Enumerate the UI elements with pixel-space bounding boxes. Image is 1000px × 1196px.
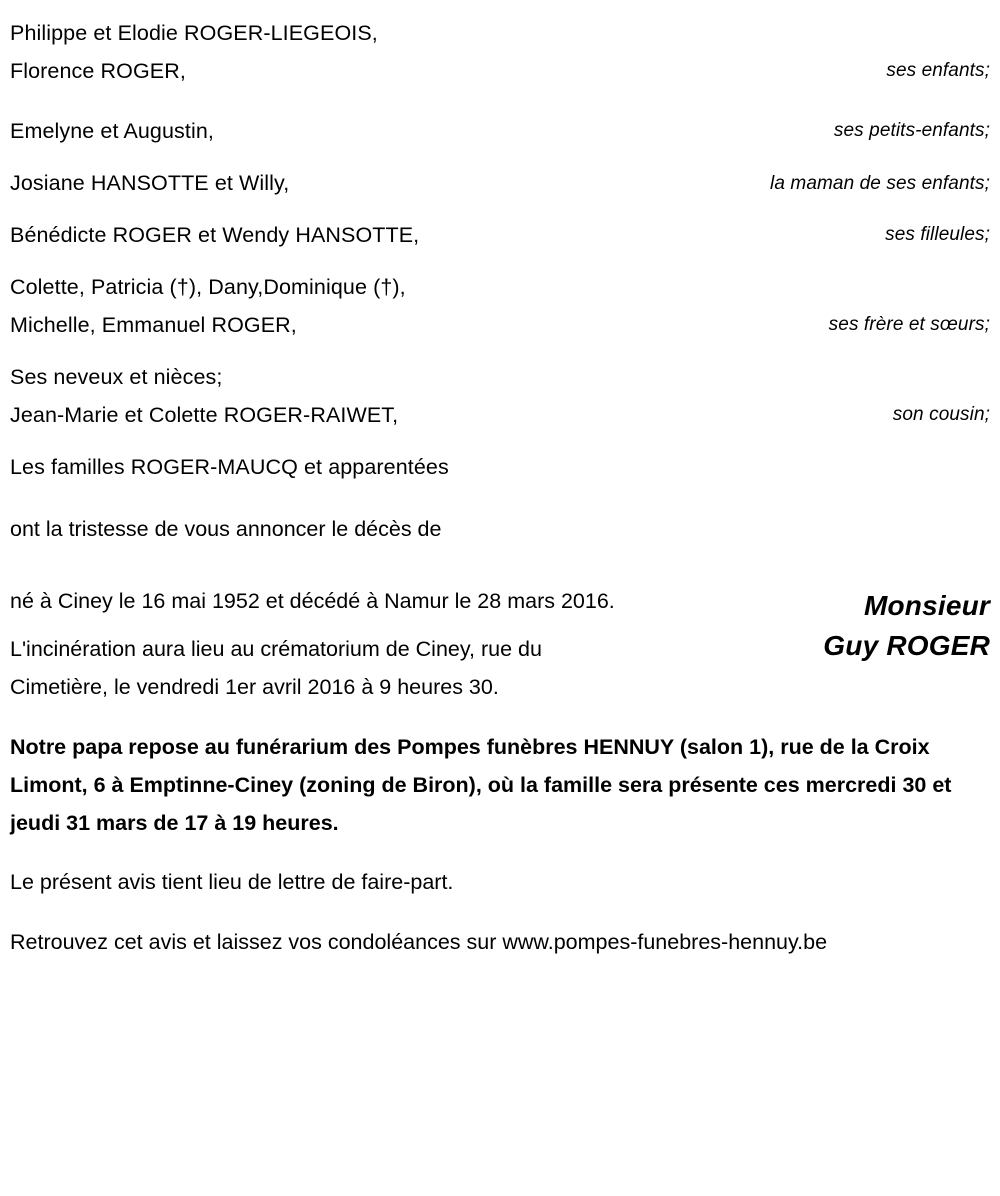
relation-names xyxy=(10,112,214,150)
spacer xyxy=(10,150,990,164)
spacer xyxy=(10,254,990,268)
practical-information-section xyxy=(10,728,985,961)
deceased-title: Monsieur xyxy=(863,590,990,621)
announcement-line: ont la tristesse de vous annoncer le décès de xyxy=(10,517,442,541)
relation-group xyxy=(10,216,990,254)
relation-role-label: la maman de ses enfants; xyxy=(770,173,990,194)
deceased-biography xyxy=(10,582,630,706)
legal-notice: Le présent avis tient lieu de lettre de faire-part. xyxy=(10,870,454,894)
deceased-section xyxy=(10,582,990,706)
relation-name-line: Les familles ROGER-MAUCQ et apparentées xyxy=(10,455,449,479)
relation-name-line: Emelyne et Augustin, xyxy=(10,119,214,143)
family-relations-section xyxy=(10,14,990,486)
condolences-notice: Retrouvez cet avis et laissez vos condoléances sur www.pompes-funebres-hennuy.be xyxy=(10,929,828,954)
relation-role-label: ses enfants; xyxy=(886,60,990,81)
relation-role-label: son cousin; xyxy=(892,404,990,425)
relation-group xyxy=(10,358,990,434)
relation-group xyxy=(10,448,990,486)
relation-name-line: Josiane HANSOTTE et Willy, xyxy=(10,171,290,195)
deceased-name-block xyxy=(690,582,990,666)
relation-group xyxy=(10,112,990,150)
relation-names xyxy=(10,268,406,344)
relation-group xyxy=(10,164,990,202)
cremation-details: L'incinération aura lieu au crématorium de Ciney, rue du Cimetière, le vendredi 1er avril 2016 à 9 heures 30. xyxy=(10,637,542,699)
relation-names xyxy=(10,216,419,254)
birth-death-details: né à Ciney le 16 mai 1952 et décédé à Namur le 28 mars 2016. xyxy=(10,589,615,613)
relation-group xyxy=(10,268,990,344)
spacer xyxy=(10,434,990,448)
spacer xyxy=(10,202,990,216)
relation-name-line: Philippe et Elodie ROGER-LIEGEOIS, xyxy=(10,21,378,45)
relation-role-label: ses frère et sœurs; xyxy=(828,314,990,335)
relation-role-label: ses filleules; xyxy=(885,224,990,245)
relation-name-line: Colette, Patricia (†), Dany,Dominique (†), xyxy=(10,275,406,299)
relation-name-line: Michelle, Emmanuel ROGER, xyxy=(10,313,297,337)
funeral-home-notice: Notre papa repose au funérarium des Pompes funèbres HENNUY (salon 1), rue de la Croix Limont, 6 à Emptinne-Ciney (zoning de Biron), où la famille sera présente ces mercredi 30 et jeudi 31 mars de 17 à 19 heures. xyxy=(10,734,952,835)
relation-name-line: Bénédicte ROGER et Wendy HANSOTTE, xyxy=(10,223,420,247)
relation-names xyxy=(10,358,398,434)
relation-name-line: Jean-Marie et Colette ROGER-RAIWET, xyxy=(10,403,399,427)
relation-names xyxy=(10,164,289,202)
spacer xyxy=(10,344,990,358)
relation-names xyxy=(10,14,378,90)
relation-name-line: Ses neveux et nièces; xyxy=(10,365,223,389)
relation-role-label: ses petits-enfants; xyxy=(833,120,990,141)
relation-names xyxy=(10,448,449,486)
relation-name-line: Florence ROGER, xyxy=(10,59,186,83)
relation-group xyxy=(10,14,990,90)
deceased-full-name: Guy ROGER xyxy=(823,630,990,661)
spacer xyxy=(10,90,990,112)
